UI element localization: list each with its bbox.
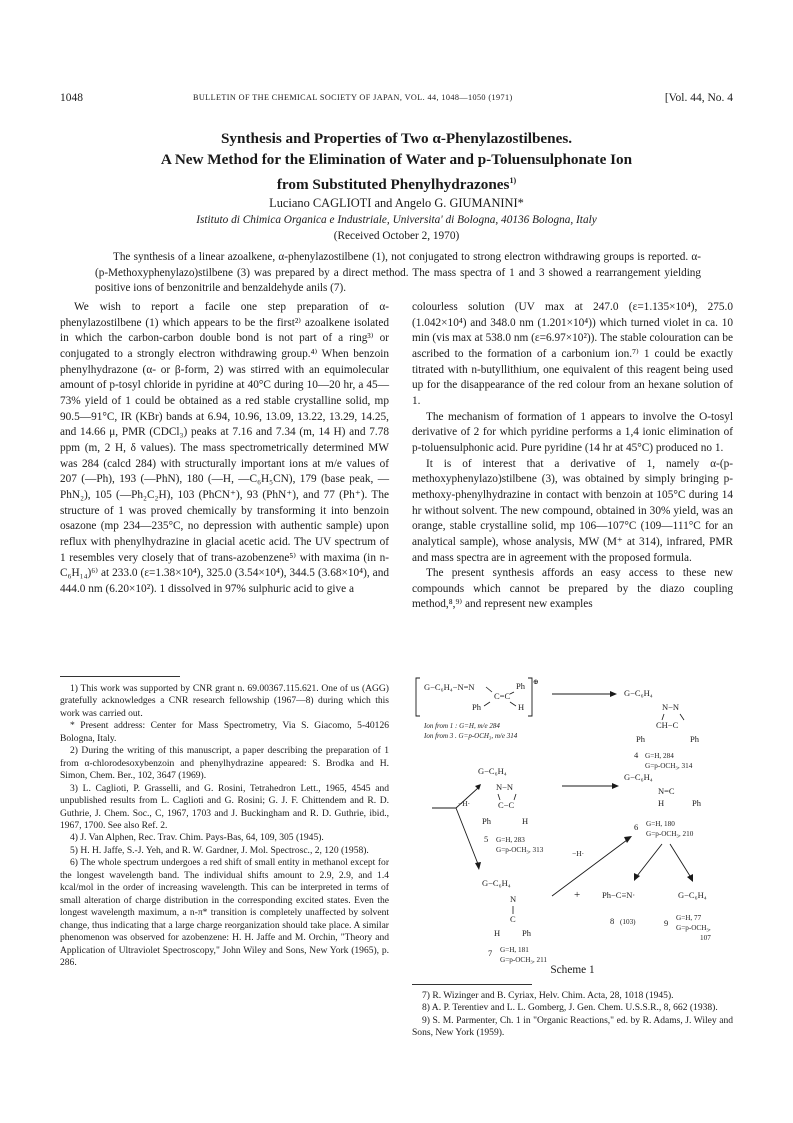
footnote: 4) J. Van Alphen, Rec. Trav. Chim. Pays-Bas, 64, 109, 305 (1945). (70, 832, 324, 844)
running-header (60, 92, 733, 108)
body-paragraph: The present synthesis affords an easy access to these new compounds which cannot be prepared by the diazo coupling method,⁸,⁹⁾ and represent new examples (412, 567, 733, 611)
body-paragraph: It is of interest that a derivative of 1, namely α-(p-methoxyphenylazo)stilbene (3), was obtained by simply bringing p-methoxy-phenylhydrazine in contact with benzoin at 105°C during 14 hr without solvent. The new compound, obtained in 30% yield, was an orange, stable crystalline solid, mp 106—107°C (109—111°C for an analytical sample), whose analysis, MW (M⁺ at 314), infrared, PMR and mass spectra are in agreement with the proposed formula. (412, 457, 733, 564)
compound-5-data-2: G=p-OCH₃, 313 (496, 846, 544, 854)
compound-5-label: 5 (484, 834, 489, 844)
reference: 8) A. P. Terentiev and L. L. Gomberg, J. Gen. Chem. U.S.S.R., 8, 662 (1938). (422, 1002, 718, 1014)
compound-4-label: 4 (634, 750, 639, 760)
body-column-left (60, 300, 389, 668)
compound-9-formula: G−C₆H₄ (678, 890, 707, 900)
body-paragraph: We wish to report a facile one step preparation of α-phenylazostilbene (1) which appears to be the first²⁾ azoalkene isolated in which the carbon-carbon double bond is not part of a ring³⁾ or conjugated to a strongly electron withdrawing group.⁴⁾ When benzoin phenylhydrazone (α- or β-form, 2) was stirred with an equimolecular amount of p-tosyl chloride in pyridine at 40°C during 10—20 hr, a 45—73% yield of 1 could be obtained as a red stable crystalline solid, mp 90.5—91°C, IR (KBr) bands at 6.94, 10.96, 13.09, 13.22, 13.29, 14.25, and 14.66 μ, PMR (CDCl₃) peaks at 7.16 and 7.34 (m, 14 H) and 7.78 ppm (m, 2 H, δ values). The mass spectrometrically determined MW was 284 (calcd 284) with structurally important ions at m/e values of 207 (—Ph), 193 (—PhN), 180 (—H, —C₆H₅CN), 179 (base peak, —PhN₂), 105 (—Ph₂C₂H), 103 (PhCN⁺), 93 (PhN⁺), and 77 (Ph⁺). The structure of 1 was proved chemically by transforming it into benzoin osazone (mp 234—235°C, no depression with authentic sample) upon reflux with phenylhydrazine in glacial acetic acid. The UV spectrum of 1 resembles very closely that of trans-azobenzene⁵⁾ with maxima (in n-C₆H₁₄)⁶⁾ at 233.0 (ε=1.38×10⁴), 325.0 (3.54×10⁴), 344.5 (3.68×10⁴), and 444.0 nm (6.20×10²). 1 dissolved in 97% sulphuric acid to give a (60, 301, 389, 595)
compound-4-ph2: Ph (690, 734, 699, 744)
received-date: (Received October 2, 1970) (333, 230, 460, 242)
reference: 9) S. M. Parmenter, Ch. 1 in "Organic Reactions," ed. by R. Adams, J. Wiley and Sons, New York (1959). (412, 1014, 733, 1039)
scheme-ion-h: H (518, 702, 525, 712)
compound-5-n: N−N (496, 782, 514, 792)
reference: 7) R. Wizinger and B. Cyriax, Helv. Chim. Acta, 28, 1018 (1945). (422, 990, 674, 1001)
footnote: 1) This work was supported by CNR grant n. 69.00367.115.621. One of us (AGG) gratefully acknowledges a CNR research fellowship (1967—8) during which this work was carried out. (60, 683, 389, 719)
scheme-ion-charge: ⊕ (533, 678, 539, 686)
compound-6-n: N=C (658, 786, 675, 796)
title-line-1: Synthesis and Properties of Two α-Phenylazostilbenes. (220, 130, 573, 147)
footnote: * Present address: Center for Mass Spectrometry, Via S. Giacomo, 5-40126 Bologna, Italy. (60, 720, 389, 744)
scheme-ion-ph2: Ph (472, 702, 481, 712)
footnote: 6) The whole spectrum undergoes a red shift of small entity in methanol except for the longest wavelength band. The individual shifts amount to 2.9, 2.9, and 1.4 kcal/mol in the order of increasing wavelength. This can be interpreted in terms of small alteration of charge distribution in the corresponding excited states. Even the longest wavelength maximum, a n-π* transition is completely unaffected by solvent change, thus indicating that a large charge reorganization should take place. A similar phenomenon was observed for azobenzene: H. H. Jaffe and M. Orchin, "Theory and Application of Ultraviolet Spectroscopy," John Wiley and Sons, New York (1965), p. 286. (60, 857, 389, 968)
compound-7-n: N (510, 894, 517, 904)
compound-4-data-1: G=H, 284 (645, 752, 674, 760)
compound-8-value: (103) (620, 918, 636, 926)
compound-7-h: H (494, 928, 501, 938)
compound-7-data-2: G=p-OCH₃, 211 (500, 956, 548, 964)
compound-6-label: 6 (634, 822, 639, 832)
compound-5-h: H (522, 816, 529, 826)
compound-9-data-2: G=p-OCH₃, (676, 924, 711, 932)
compound-7-formula: G−C₆H₄ (482, 878, 511, 888)
scheme-ion-label-1: Ion from 1 : G=H, m/e 284 (424, 722, 500, 730)
page-number: 1048 (60, 92, 83, 104)
footnote: 3) L. Caglioti, P. Grasselli, and G. Rosini, Tetrahedron Lett., 1965, 4545 and unpublished results from L. Caglioti and G. Rosini; G. J. F. Chittendem and R. D. Guthrie, J. Chem. Soc., C, 1967, 1703 and J. Buckingham and R. D. Guthrie, ibid., 1967, 1700. See also Ref. 2. (60, 782, 389, 831)
compound-5-cc: C−C (498, 800, 515, 810)
authors: Luciano CAGLIOTI and Angelo G. GIUMANINI* (269, 196, 524, 210)
article-title (60, 128, 733, 195)
scheme-ion-ph: Ph (516, 681, 525, 691)
compound-9-data-1: G=H, 77 (676, 914, 702, 922)
compound-4-formula: G−C₆H₄ (624, 688, 653, 698)
compound-6-data-1: G=H, 180 (646, 820, 675, 828)
scheme-minus-h: −H· (458, 799, 471, 808)
reaction-scheme (412, 676, 733, 986)
compound-5-data-1: G=H, 283 (496, 836, 525, 844)
compound-8-formula: Ph−C≡N· (602, 890, 636, 900)
title-line-3: from Substituted Phenylhydrazones$^{1)}$ (276, 176, 517, 194)
compound-6-ph: Ph (692, 798, 701, 808)
compound-7-c: C (510, 914, 516, 924)
volume-issue: [Vol. 44, No. 4 (664, 92, 733, 104)
journal-citation: BULLETIN OF THE CHEMICAL SOCIETY OF JAPAN, VOL. 44, 1048—1050 (1971) (193, 93, 513, 102)
title-line-2: A New Method for the Elimination of Water and p-Toluensulphonate Ion (160, 151, 633, 168)
compound-4-data-2: G=p-OCH₃, 314 (645, 762, 693, 770)
compound-7-label: 7 (488, 948, 493, 958)
scheme-plus: + (574, 889, 581, 901)
compound-5-formula: G−C₆H₄ (478, 766, 507, 776)
compound-7-data-1: G=H, 181 (500, 946, 529, 954)
compound-5-ph: Ph (482, 816, 491, 826)
references-right (412, 990, 733, 1040)
scheme-ion-cc: C=C (494, 691, 511, 701)
abstract (95, 250, 701, 297)
footnote: 5) H. H. Jaffe, S.-J. Yeh, and R. W. Gardner, J. Mol. Spectrosc., 2, 120 (1958). (70, 844, 369, 856)
compound-8-label: 8 (610, 916, 615, 926)
footnotes (60, 683, 389, 969)
abstract-text: The synthesis of a linear azoalkene, α-phenylazostilbene (1), not conjugated to strong electron withdrawing groups is reported. α-(p-Methoxyphenylazo)stilbene (3) was prepared by a direct method. The mass spectra of 1 and 3 showed a rearrangement yielding positive ions of benzonitrile and benzaldehyde anils (7). (95, 251, 701, 295)
compound-7-ph: Ph (522, 928, 531, 938)
compound-4-ch: CH−C (656, 720, 679, 730)
footnote-divider (60, 676, 180, 677)
scheme-diagram (412, 676, 733, 966)
scheme-ion-label-2: Ion from 3 . G=p-OCH₃, m/e 314 (424, 732, 518, 740)
compound-6-formula: G−C₆H₄ (624, 772, 653, 782)
compound-4-ph: Ph (636, 734, 645, 744)
scheme-minus-h-2: −H· (572, 849, 585, 858)
body-column-right (412, 300, 733, 668)
compound-9-data-3: 107 (700, 934, 711, 942)
compound-6-data-2: G=p-OCH₃, 210 (646, 830, 694, 838)
scheme-ion-formula: G−C₆H₄−N=N (424, 682, 475, 692)
compound-4-n: N−N (662, 702, 680, 712)
scheme-caption: Scheme 1 (550, 964, 595, 976)
affiliation: Istituto di Chimica Organica e Industriale, Universita' di Bologna, 40136 Bologna, Italy (196, 214, 597, 226)
compound-6-h: H (658, 798, 665, 808)
body-paragraph: The mechanism of formation of 1 appears to involve the O-tosyl derivative of 2 for which pyridine performs a 1,4 ionic elimination of p-toluensulphonic acid. Pure pyridine (14 hr at 45°C) produced no 1. (412, 410, 733, 454)
title-note-marker: 1) (509, 176, 517, 185)
compound-9-label: 9 (664, 918, 669, 928)
footnote: 2) During the writing of this manuscript, a paper describing the preparation of 1 from α-chlorodesoxybenzoin and phenylhydrazine appeared: S. Brodka and H. Simon, Chem. Ber., 102, 3647 (1969). (60, 745, 389, 782)
references-divider (412, 984, 532, 985)
body-paragraph: colourless solution (UV max at 247.0 (ε=1.135×10⁴), 275.0 (1.042×10⁴) and 348.0 nm (1.201×10⁴)) which turned violet in ca. 10 min (vis max at 538.0 nm (ε=6.97×10²)). The stable colouration can be ascribed to the formation of a carbonium ion.⁷⁾ 1 could be exactly titrated with n-butyllithium, one equivalent of this reagent being used up for the disappearance of the red colour from an hexane solution of 1. (412, 301, 733, 407)
